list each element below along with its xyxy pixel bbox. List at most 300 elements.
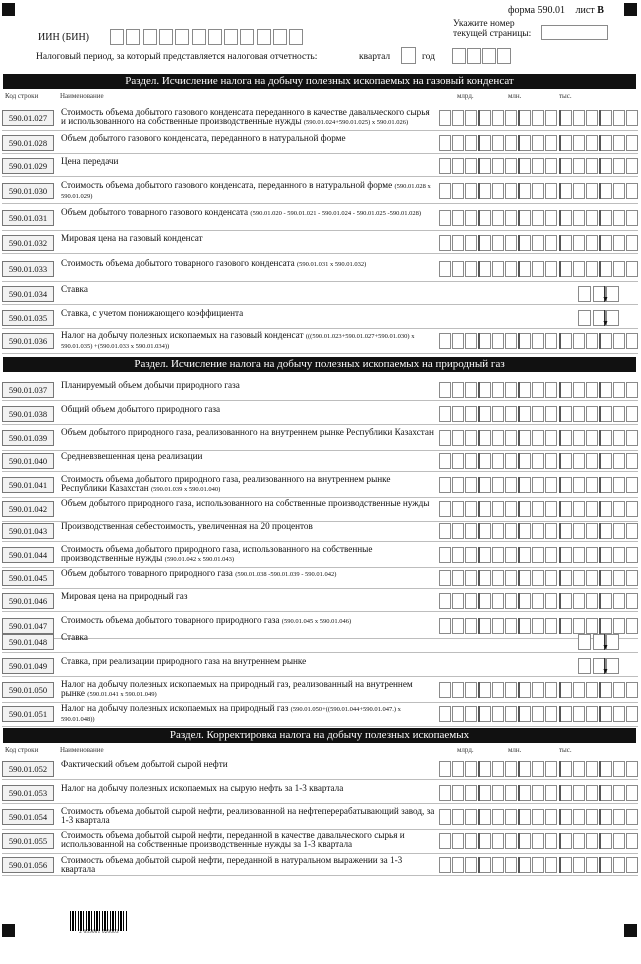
digit-cell[interactable] <box>600 523 612 539</box>
digit-cell[interactable] <box>465 785 477 801</box>
digit-cell[interactable] <box>586 183 598 199</box>
digit-cell[interactable] <box>465 382 477 398</box>
digit-cell[interactable] <box>479 158 491 174</box>
digit-cell[interactable] <box>532 682 544 698</box>
digit-cell[interactable] <box>452 523 464 539</box>
digit-cell[interactable] <box>505 158 517 174</box>
digit-cell[interactable] <box>600 706 612 722</box>
digit-cell[interactable] <box>505 333 517 349</box>
digit-cell[interactable] <box>452 682 464 698</box>
digit-cell[interactable] <box>613 382 625 398</box>
digit-cell[interactable] <box>452 382 464 398</box>
digit-cell[interactable] <box>573 501 585 517</box>
digit-cell[interactable] <box>492 547 504 563</box>
digit-cell[interactable] <box>465 453 477 469</box>
digit-cell[interactable] <box>626 453 638 469</box>
digit-cell[interactable] <box>613 833 625 849</box>
digit-cell[interactable] <box>600 110 612 126</box>
digit-cell[interactable] <box>532 547 544 563</box>
digit-cell[interactable] <box>505 809 517 825</box>
digit-cell[interactable] <box>492 682 504 698</box>
digit-cell[interactable] <box>600 235 612 251</box>
digit-cell[interactable] <box>573 333 585 349</box>
digit-cell[interactable] <box>545 430 557 446</box>
digit-cell[interactable] <box>578 286 591 302</box>
digit-cell[interactable] <box>505 210 517 226</box>
digit-cell[interactable] <box>578 634 591 650</box>
digit-cell[interactable] <box>452 261 464 277</box>
digit-cell[interactable] <box>600 261 612 277</box>
digit-cell[interactable] <box>465 682 477 698</box>
digit-cell[interactable] <box>613 857 625 873</box>
digit-cell[interactable] <box>573 593 585 609</box>
digit-cell[interactable] <box>560 833 572 849</box>
digit-cell[interactable] <box>479 785 491 801</box>
digit-cell[interactable] <box>586 523 598 539</box>
digit-cell[interactable] <box>626 618 638 634</box>
digit-cell[interactable] <box>479 382 491 398</box>
digit-cell[interactable] <box>532 261 544 277</box>
digit-cell[interactable] <box>600 501 612 517</box>
digit-cell[interactable] <box>573 523 585 539</box>
digit-cell[interactable] <box>600 761 612 777</box>
digit-cell[interactable] <box>452 857 464 873</box>
digit-cell[interactable] <box>613 570 625 586</box>
digit-cell[interactable] <box>560 593 572 609</box>
digit-cell[interactable] <box>465 501 477 517</box>
digit-cell[interactable] <box>505 406 517 422</box>
digit-cell[interactable] <box>519 110 531 126</box>
digit-cell[interactable] <box>492 570 504 586</box>
digit-cell[interactable] <box>560 706 572 722</box>
digit-cell[interactable] <box>532 430 544 446</box>
digit-cell[interactable] <box>545 261 557 277</box>
digit-cell[interactable] <box>600 570 612 586</box>
digit-cell[interactable] <box>532 135 544 151</box>
digit-cell[interactable] <box>519 593 531 609</box>
digit-cell[interactable] <box>545 158 557 174</box>
digit-cell[interactable] <box>519 523 531 539</box>
digit-cell[interactable] <box>545 570 557 586</box>
digit-cell[interactable] <box>626 501 638 517</box>
digit-cell[interactable] <box>532 833 544 849</box>
digit-cell[interactable] <box>573 235 585 251</box>
digit-cell[interactable] <box>519 857 531 873</box>
digit-cell[interactable] <box>545 210 557 226</box>
digit-cell[interactable] <box>545 593 557 609</box>
digit-cell[interactable] <box>626 547 638 563</box>
digit-cell[interactable] <box>505 833 517 849</box>
digit-cell[interactable] <box>573 261 585 277</box>
digit-cell[interactable] <box>439 501 451 517</box>
digit-cell[interactable] <box>492 430 504 446</box>
digit-cell[interactable] <box>626 477 638 493</box>
digit-cell[interactable] <box>613 706 625 722</box>
digit-cell[interactable] <box>560 110 572 126</box>
digit-cell[interactable] <box>532 593 544 609</box>
digit-cell[interactable] <box>452 501 464 517</box>
digit-cell[interactable] <box>586 210 598 226</box>
digit-cell[interactable] <box>505 235 517 251</box>
digit-cell[interactable] <box>519 210 531 226</box>
digit-cell[interactable] <box>613 547 625 563</box>
digit-cell[interactable] <box>573 761 585 777</box>
digit-cell[interactable] <box>492 333 504 349</box>
digit-cell[interactable] <box>613 430 625 446</box>
digit-cell[interactable] <box>439 833 451 849</box>
digit-cell[interactable] <box>586 110 598 126</box>
digit-cell[interactable] <box>600 785 612 801</box>
iin-digit-cell[interactable] <box>240 29 254 45</box>
digit-cell[interactable] <box>600 477 612 493</box>
digit-cell[interactable] <box>519 682 531 698</box>
digit-cell[interactable] <box>613 618 625 634</box>
digit-cell[interactable] <box>573 430 585 446</box>
iin-digit-cell[interactable] <box>110 29 124 45</box>
digit-cell[interactable] <box>439 761 451 777</box>
digit-cell[interactable] <box>479 761 491 777</box>
digit-cell[interactable] <box>626 183 638 199</box>
digit-cell[interactable] <box>505 501 517 517</box>
digit-cell[interactable] <box>626 593 638 609</box>
digit-cell[interactable] <box>505 618 517 634</box>
digit-cell[interactable] <box>586 477 598 493</box>
digit-cell[interactable] <box>439 570 451 586</box>
digit-cell[interactable] <box>505 430 517 446</box>
year-digit-cell[interactable] <box>467 48 481 64</box>
digit-cell[interactable] <box>465 761 477 777</box>
digit-cell[interactable] <box>452 430 464 446</box>
digit-cell[interactable] <box>532 183 544 199</box>
digit-cell[interactable] <box>452 110 464 126</box>
digit-cell[interactable] <box>479 833 491 849</box>
digit-cell[interactable] <box>439 183 451 199</box>
digit-cell[interactable] <box>613 523 625 539</box>
digit-cell[interactable] <box>519 453 531 469</box>
iin-digit-cell[interactable] <box>159 29 173 45</box>
digit-cell[interactable] <box>479 618 491 634</box>
digit-cell[interactable] <box>613 261 625 277</box>
digit-cell[interactable] <box>519 333 531 349</box>
digit-cell[interactable] <box>560 135 572 151</box>
iin-digit-cell[interactable] <box>273 29 287 45</box>
digit-cell[interactable] <box>505 785 517 801</box>
digit-cell[interactable] <box>560 618 572 634</box>
digit-cell[interactable] <box>545 618 557 634</box>
digit-cell[interactable] <box>519 785 531 801</box>
digit-cell[interactable] <box>626 333 638 349</box>
digit-cell[interactable] <box>439 547 451 563</box>
digit-cell[interactable] <box>465 183 477 199</box>
digit-cell[interactable] <box>479 110 491 126</box>
digit-cell[interactable] <box>560 210 572 226</box>
digit-cell[interactable] <box>586 501 598 517</box>
digit-cell[interactable] <box>479 406 491 422</box>
digit-cell[interactable] <box>479 706 491 722</box>
digit-cell[interactable] <box>573 547 585 563</box>
digit-cell[interactable] <box>545 785 557 801</box>
digit-cell[interactable] <box>586 430 598 446</box>
digit-cell[interactable] <box>505 682 517 698</box>
digit-cell[interactable] <box>586 135 598 151</box>
digit-cell[interactable] <box>452 809 464 825</box>
digit-cell[interactable] <box>452 453 464 469</box>
digit-cell[interactable] <box>505 453 517 469</box>
digit-cell[interactable] <box>505 761 517 777</box>
digit-cell[interactable] <box>573 706 585 722</box>
digit-cell[interactable] <box>586 406 598 422</box>
digit-cell[interactable] <box>532 570 544 586</box>
digit-cell[interactable] <box>626 261 638 277</box>
digit-cell[interactable] <box>505 523 517 539</box>
digit-cell[interactable] <box>560 382 572 398</box>
page-number-input[interactable] <box>541 25 608 40</box>
digit-cell[interactable] <box>532 618 544 634</box>
digit-cell[interactable] <box>519 618 531 634</box>
digit-cell[interactable] <box>545 135 557 151</box>
digit-cell[interactable] <box>439 235 451 251</box>
digit-cell[interactable] <box>578 310 591 326</box>
digit-cell[interactable] <box>479 183 491 199</box>
digit-cell[interactable] <box>600 593 612 609</box>
digit-cell[interactable] <box>492 593 504 609</box>
digit-cell[interactable] <box>439 809 451 825</box>
digit-cell[interactable] <box>532 523 544 539</box>
digit-cell[interactable] <box>439 210 451 226</box>
digit-cell[interactable] <box>479 547 491 563</box>
digit-cell[interactable] <box>573 570 585 586</box>
digit-cell[interactable] <box>600 382 612 398</box>
digit-cell[interactable] <box>452 183 464 199</box>
digit-cell[interactable] <box>465 570 477 586</box>
iin-digit-cell[interactable] <box>289 29 303 45</box>
digit-cell[interactable] <box>573 857 585 873</box>
digit-cell[interactable] <box>439 523 451 539</box>
iin-digit-cell[interactable] <box>224 29 238 45</box>
digit-cell[interactable] <box>492 523 504 539</box>
digit-cell[interactable] <box>519 477 531 493</box>
digit-cell[interactable] <box>545 501 557 517</box>
digit-cell[interactable] <box>465 135 477 151</box>
digit-cell[interactable] <box>626 857 638 873</box>
digit-cell[interactable] <box>626 210 638 226</box>
digit-cell[interactable] <box>439 382 451 398</box>
digit-cell[interactable] <box>505 382 517 398</box>
digit-cell[interactable] <box>519 183 531 199</box>
digit-cell[interactable] <box>626 761 638 777</box>
digit-cell[interactable] <box>505 706 517 722</box>
digit-cell[interactable] <box>545 183 557 199</box>
digit-cell[interactable] <box>519 235 531 251</box>
digit-cell[interactable] <box>560 477 572 493</box>
digit-cell[interactable] <box>626 523 638 539</box>
digit-cell[interactable] <box>586 706 598 722</box>
digit-cell[interactable] <box>505 477 517 493</box>
digit-cell[interactable] <box>573 682 585 698</box>
digit-cell[interactable] <box>532 406 544 422</box>
digit-cell[interactable] <box>545 333 557 349</box>
digit-cell[interactable] <box>479 809 491 825</box>
digit-cell[interactable] <box>573 809 585 825</box>
digit-cell[interactable] <box>626 570 638 586</box>
digit-cell[interactable] <box>519 430 531 446</box>
digit-cell[interactable] <box>479 430 491 446</box>
quarter-input[interactable] <box>401 47 416 64</box>
digit-cell[interactable] <box>479 501 491 517</box>
digit-cell[interactable] <box>465 333 477 349</box>
digit-cell[interactable] <box>586 235 598 251</box>
digit-cell[interactable] <box>492 501 504 517</box>
digit-cell[interactable] <box>600 183 612 199</box>
digit-cell[interactable] <box>560 501 572 517</box>
digit-cell[interactable] <box>626 135 638 151</box>
digit-cell[interactable] <box>479 570 491 586</box>
digit-cell[interactable] <box>532 110 544 126</box>
digit-cell[interactable] <box>573 158 585 174</box>
digit-cell[interactable] <box>452 477 464 493</box>
digit-cell[interactable] <box>505 110 517 126</box>
digit-cell[interactable] <box>465 261 477 277</box>
digit-cell[interactable] <box>573 183 585 199</box>
digit-cell[interactable] <box>519 547 531 563</box>
digit-cell[interactable] <box>626 110 638 126</box>
digit-cell[interactable] <box>519 406 531 422</box>
digit-cell[interactable] <box>573 618 585 634</box>
digit-cell[interactable] <box>479 135 491 151</box>
digit-cell[interactable] <box>492 210 504 226</box>
digit-cell[interactable] <box>452 833 464 849</box>
iin-digit-cell[interactable] <box>175 29 189 45</box>
digit-cell[interactable] <box>532 210 544 226</box>
digit-cell[interactable] <box>560 570 572 586</box>
digit-cell[interactable] <box>465 523 477 539</box>
digit-cell[interactable] <box>613 183 625 199</box>
digit-cell[interactable] <box>519 809 531 825</box>
digit-cell[interactable] <box>492 453 504 469</box>
digit-cell[interactable] <box>600 547 612 563</box>
digit-cell[interactable] <box>479 210 491 226</box>
iin-digit-cell[interactable] <box>143 29 157 45</box>
digit-cell[interactable] <box>613 158 625 174</box>
digit-cell[interactable] <box>586 547 598 563</box>
year-digit-cell[interactable] <box>497 48 511 64</box>
digit-cell[interactable] <box>479 682 491 698</box>
digit-cell[interactable] <box>600 406 612 422</box>
digit-cell[interactable] <box>452 210 464 226</box>
digit-cell[interactable] <box>613 333 625 349</box>
digit-cell[interactable] <box>613 501 625 517</box>
digit-cell[interactable] <box>573 406 585 422</box>
digit-cell[interactable] <box>545 547 557 563</box>
digit-cell[interactable] <box>439 477 451 493</box>
digit-cell[interactable] <box>465 593 477 609</box>
digit-cell[interactable] <box>586 785 598 801</box>
digit-cell[interactable] <box>452 593 464 609</box>
digit-cell[interactable] <box>560 523 572 539</box>
digit-cell[interactable] <box>586 261 598 277</box>
digit-cell[interactable] <box>600 430 612 446</box>
digit-cell[interactable] <box>492 618 504 634</box>
digit-cell[interactable] <box>600 453 612 469</box>
digit-cell[interactable] <box>479 333 491 349</box>
digit-cell[interactable] <box>492 406 504 422</box>
digit-cell[interactable] <box>465 430 477 446</box>
digit-cell[interactable] <box>560 406 572 422</box>
digit-cell[interactable] <box>465 833 477 849</box>
digit-cell[interactable] <box>545 477 557 493</box>
digit-cell[interactable] <box>586 761 598 777</box>
iin-digit-cell[interactable] <box>208 29 222 45</box>
digit-cell[interactable] <box>586 333 598 349</box>
digit-cell[interactable] <box>586 809 598 825</box>
digit-cell[interactable] <box>586 857 598 873</box>
digit-cell[interactable] <box>479 235 491 251</box>
digit-cell[interactable] <box>439 135 451 151</box>
digit-cell[interactable] <box>586 570 598 586</box>
year-digit-cell[interactable] <box>482 48 496 64</box>
digit-cell[interactable] <box>492 706 504 722</box>
digit-cell[interactable] <box>560 333 572 349</box>
digit-cell[interactable] <box>519 501 531 517</box>
digit-cell[interactable] <box>578 658 591 674</box>
digit-cell[interactable] <box>560 261 572 277</box>
digit-cell[interactable] <box>613 477 625 493</box>
digit-cell[interactable] <box>573 382 585 398</box>
digit-cell[interactable] <box>465 210 477 226</box>
digit-cell[interactable] <box>586 158 598 174</box>
digit-cell[interactable] <box>479 453 491 469</box>
digit-cell[interactable] <box>505 570 517 586</box>
digit-cell[interactable] <box>545 235 557 251</box>
digit-cell[interactable] <box>505 135 517 151</box>
digit-cell[interactable] <box>532 857 544 873</box>
digit-cell[interactable] <box>573 833 585 849</box>
digit-cell[interactable] <box>439 110 451 126</box>
digit-cell[interactable] <box>519 261 531 277</box>
digit-cell[interactable] <box>532 382 544 398</box>
digit-cell[interactable] <box>492 809 504 825</box>
digit-cell[interactable] <box>600 833 612 849</box>
digit-cell[interactable] <box>439 618 451 634</box>
digit-cell[interactable] <box>505 261 517 277</box>
digit-cell[interactable] <box>560 430 572 446</box>
digit-cell[interactable] <box>492 110 504 126</box>
digit-cell[interactable] <box>479 523 491 539</box>
iin-digit-cell[interactable] <box>257 29 271 45</box>
digit-cell[interactable] <box>545 523 557 539</box>
digit-cell[interactable] <box>613 682 625 698</box>
digit-cell[interactable] <box>626 158 638 174</box>
digit-cell[interactable] <box>545 706 557 722</box>
digit-cell[interactable] <box>439 158 451 174</box>
digit-cell[interactable] <box>519 706 531 722</box>
digit-cell[interactable] <box>465 158 477 174</box>
digit-cell[interactable] <box>492 235 504 251</box>
digit-cell[interactable] <box>492 261 504 277</box>
digit-cell[interactable] <box>560 761 572 777</box>
digit-cell[interactable] <box>519 833 531 849</box>
digit-cell[interactable] <box>560 158 572 174</box>
digit-cell[interactable] <box>492 158 504 174</box>
digit-cell[interactable] <box>600 682 612 698</box>
iin-digit-cell[interactable] <box>126 29 140 45</box>
digit-cell[interactable] <box>532 235 544 251</box>
digit-cell[interactable] <box>492 135 504 151</box>
digit-cell[interactable] <box>532 501 544 517</box>
digit-cell[interactable] <box>613 785 625 801</box>
digit-cell[interactable] <box>439 261 451 277</box>
digit-cell[interactable] <box>465 809 477 825</box>
